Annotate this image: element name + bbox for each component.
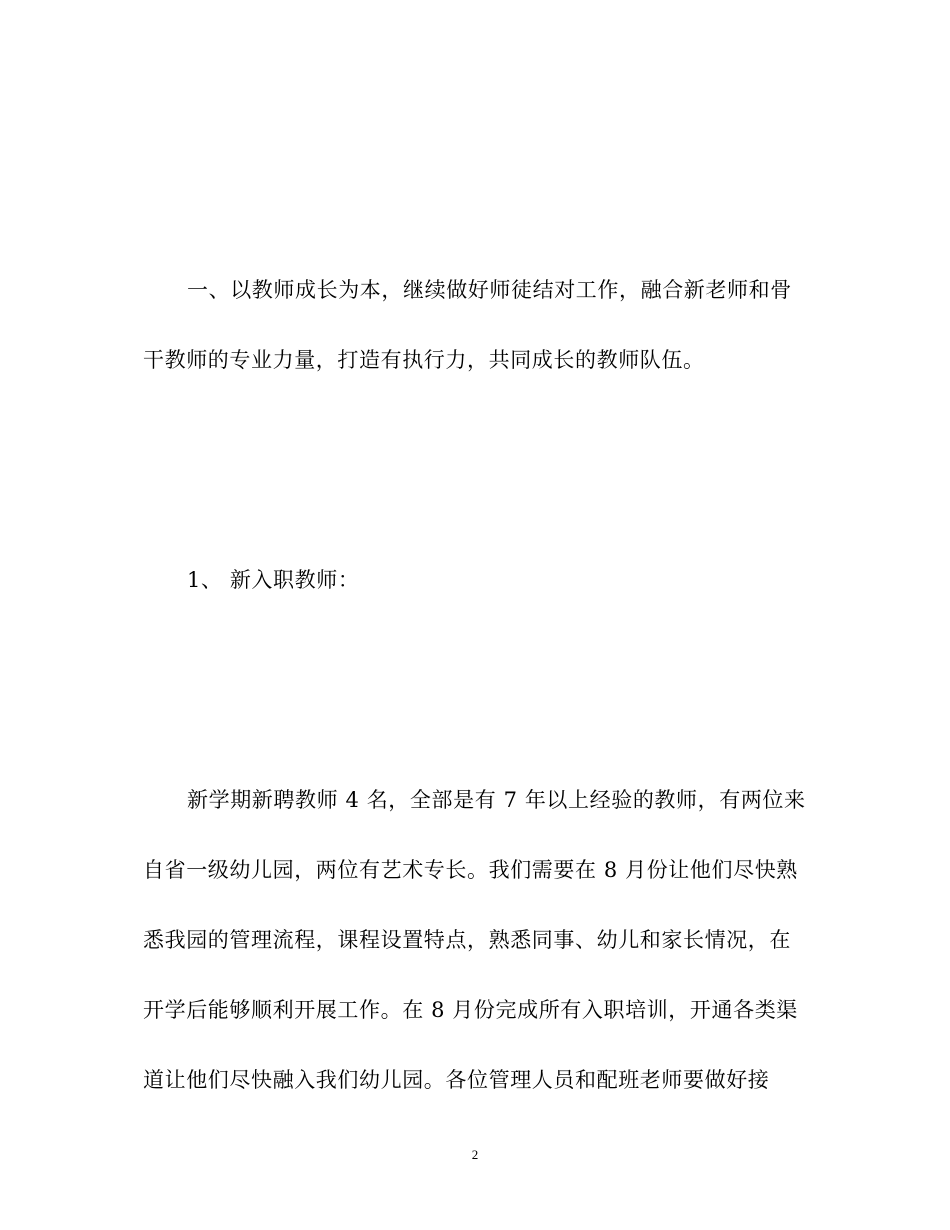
subsection1-heading: 1、 新入职教师： [187,568,360,592]
paragraph1-line3: 悉我园的管理流程，课程设置特点，熟悉同事、幼儿和家长情况，在 [143,928,791,952]
section1-line1: 一、以教师成长为本，继续做好师徒结对工作，融合新老师和骨 [187,278,792,302]
paragraph1-line4: 开学后能够顺利开展工作。在 8 月份完成所有入职培训，开通各类渠 [143,998,798,1022]
section1-line2: 干教师的专业力量，打造有执行力，共同成长的教师队伍。 [143,348,705,372]
paragraph1-line2: 自省一级幼儿园，两位有艺术专长。我们需要在 8 月份让他们尽快熟 [143,858,798,882]
paragraph1-line1: 新学期新聘教师 4 名，全部是有 7 年以上经验的教师，有两位来 [187,788,806,812]
page-number: 2 [471,1147,479,1162]
paragraph1-line5: 道让他们尽快融入我们幼儿园。各位管理人员和配班老师要做好接 [143,1068,770,1092]
